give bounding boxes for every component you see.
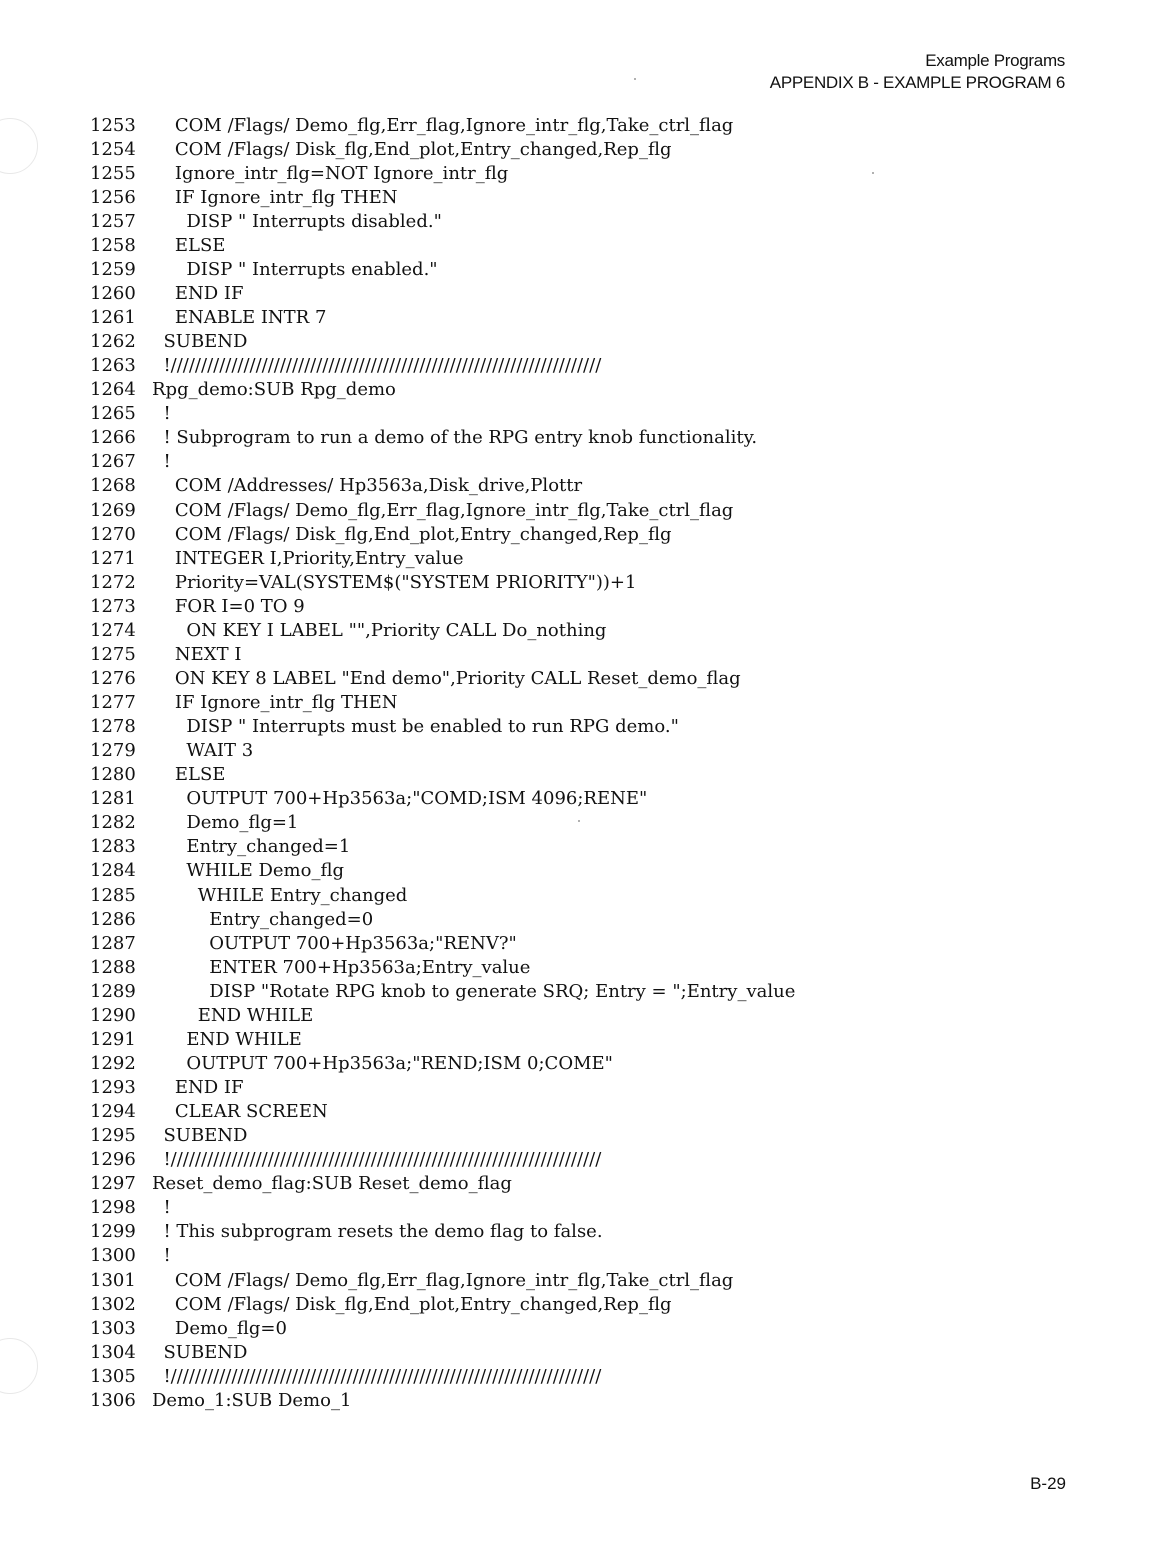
- line-number: 1280: [90, 764, 136, 786]
- code-line: [90, 1172, 1090, 1196]
- code-line: [90, 402, 1090, 426]
- line-number: 1277: [90, 692, 136, 714]
- line-number: 1279: [90, 740, 136, 762]
- code-line: [90, 113, 1090, 137]
- code-line: [90, 450, 1090, 474]
- code-line: [90, 715, 1090, 739]
- code-text: CLEAR SCREEN: [152, 1101, 328, 1123]
- code-text: COM /Flags/ Demo_flg,Err_flag,Ignore_intr_flg,Take_ctrl_flag: [152, 114, 734, 136]
- code-text: ! Subprogram to run a demo of the RPG entry knob functionality.: [152, 427, 758, 449]
- line-number: 1253: [90, 114, 136, 136]
- line-number: 1275: [90, 643, 136, 665]
- line-number: 1296: [90, 1149, 136, 1171]
- line-number: 1255: [90, 162, 136, 184]
- code-text: COM /Flags/ Disk_flg,End_plot,Entry_changed,Rep_flg: [152, 523, 672, 545]
- code-line: [90, 378, 1090, 402]
- header-appendix-title: APPENDIX B - EXAMPLE PROGRAM 6: [769, 73, 1065, 92]
- line-number: 1303: [90, 1317, 136, 1339]
- line-number: 1281: [90, 788, 136, 810]
- code-text: ELSE: [152, 234, 226, 256]
- code-line: [90, 955, 1090, 979]
- code-text: COM /Flags/ Demo_flg,Err_flag,Ignore_intr_flg,Take_ctrl_flag: [152, 499, 734, 521]
- code-line: [90, 354, 1090, 378]
- code-line: [90, 1027, 1090, 1051]
- code-line: [90, 1003, 1090, 1027]
- code-text: IF Ignore_intr_flg THEN: [152, 186, 398, 208]
- code-text: !: [152, 451, 171, 473]
- punch-hole-bottom: [0, 1338, 38, 1394]
- line-number: 1271: [90, 547, 136, 569]
- line-number: 1302: [90, 1293, 136, 1315]
- line-number: 1287: [90, 932, 136, 954]
- line-number: 1260: [90, 282, 136, 304]
- code-text: FOR I=0 TO 9: [152, 595, 305, 617]
- line-number: 1263: [90, 355, 136, 377]
- line-number: 1282: [90, 812, 136, 834]
- code-text: Ignore_intr_flg=NOT Ignore_intr_flg: [152, 162, 509, 184]
- line-number: 1284: [90, 860, 136, 882]
- code-text: Reset_demo_flag:SUB Reset_demo_flag: [152, 1173, 512, 1195]
- code-line: [90, 1244, 1090, 1268]
- code-line: [90, 330, 1090, 354]
- code-text: WHILE Entry_changed: [152, 884, 408, 906]
- code-line: [90, 257, 1090, 281]
- line-number: 1305: [90, 1365, 136, 1387]
- code-line: [90, 522, 1090, 546]
- code-text: ON KEY 8 LABEL "End demo",Priority CALL Reset_demo_flag: [152, 667, 741, 689]
- line-number: 1273: [90, 595, 136, 617]
- code-text: DISP "Rotate RPG knob to generate SRQ; Entry = ";Entry_value: [152, 980, 796, 1002]
- code-line: [90, 763, 1090, 787]
- code-text: !: [152, 403, 171, 425]
- line-number: 1266: [90, 427, 136, 449]
- code-line: [90, 233, 1090, 257]
- code-text: OUTPUT 700+Hp3563a;"RENV?": [152, 932, 517, 954]
- code-line: [90, 1124, 1090, 1148]
- code-text: !: [152, 1245, 171, 1267]
- line-number: 1301: [90, 1269, 136, 1291]
- code-line: [90, 1051, 1090, 1075]
- code-text: Priority=VAL(SYSTEM$("SYSTEM PRIORITY"))+1: [152, 571, 637, 593]
- code-line: [90, 1268, 1090, 1292]
- code-line: [90, 474, 1090, 498]
- code-text: OUTPUT 700+Hp3563a;"COMD;ISM 4096;RENE": [152, 788, 648, 810]
- code-text: Demo_flg=0: [152, 1317, 287, 1339]
- line-number: 1283: [90, 836, 136, 858]
- line-number: 1257: [90, 210, 136, 232]
- code-text: ON KEY I LABEL "",Priority CALL Do_nothing: [152, 619, 607, 641]
- code-line: [90, 281, 1090, 305]
- code-text: INTEGER I,Priority,Entry_value: [152, 547, 464, 569]
- code-text: ELSE: [152, 764, 226, 786]
- code-line: [90, 546, 1090, 570]
- code-line: [90, 306, 1090, 330]
- line-number: 1256: [90, 186, 136, 208]
- line-number: 1294: [90, 1101, 136, 1123]
- line-number: 1292: [90, 1052, 136, 1074]
- code-line: [90, 1148, 1090, 1172]
- code-text: !///////////////////////////////////////////////////////////////////////: [152, 1365, 602, 1387]
- line-number: 1261: [90, 307, 136, 329]
- code-line: [90, 691, 1090, 715]
- code-line: [90, 161, 1090, 185]
- code-line: [90, 209, 1090, 233]
- code-line: [90, 185, 1090, 209]
- line-number: 1285: [90, 884, 136, 906]
- code-line: [90, 1292, 1090, 1316]
- line-number: 1270: [90, 523, 136, 545]
- code-text: END IF: [152, 1077, 244, 1099]
- code-text: END WHILE: [152, 1028, 302, 1050]
- code-text: Demo_1:SUB Demo_1: [152, 1389, 352, 1411]
- code-line: [90, 787, 1090, 811]
- line-number: 1272: [90, 571, 136, 593]
- code-text: WAIT 3: [152, 740, 254, 762]
- code-line: [90, 1100, 1090, 1124]
- line-number: 1278: [90, 716, 136, 738]
- line-number: 1295: [90, 1125, 136, 1147]
- code-text: IF Ignore_intr_flg THEN: [152, 692, 398, 714]
- code-text: OUTPUT 700+Hp3563a;"REND;ISM 0;COME": [152, 1052, 613, 1074]
- code-line: [90, 1196, 1090, 1220]
- line-number: 1289: [90, 980, 136, 1002]
- code-text: DISP " Interrupts enabled.": [152, 258, 438, 280]
- code-line: [90, 739, 1090, 763]
- code-line: [90, 1340, 1090, 1364]
- code-line: [90, 642, 1090, 666]
- code-line: [90, 570, 1090, 594]
- code-text: SUBEND: [152, 331, 248, 353]
- line-number: 1258: [90, 234, 136, 256]
- code-line: [90, 1076, 1090, 1100]
- code-line: [90, 1316, 1090, 1340]
- line-number: 1269: [90, 499, 136, 521]
- code-line: [90, 1364, 1090, 1388]
- code-text: Entry_changed=1: [152, 836, 351, 858]
- line-number: 1286: [90, 908, 136, 930]
- code-text: ! This subprogram resets the demo flag to false.: [152, 1221, 603, 1243]
- code-text: END IF: [152, 282, 244, 304]
- code-text: COM /Flags/ Demo_flg,Err_flag,Ignore_intr_flg,Take_ctrl_flag: [152, 1269, 734, 1291]
- code-line: [90, 859, 1090, 883]
- code-text: Rpg_demo:SUB Rpg_demo: [152, 379, 396, 401]
- line-number: 1304: [90, 1341, 136, 1363]
- line-number: 1265: [90, 403, 136, 425]
- code-line: [90, 666, 1090, 690]
- code-text: END WHILE: [152, 1004, 314, 1026]
- program-listing: [90, 113, 1090, 1412]
- line-number: 1293: [90, 1077, 136, 1099]
- code-line: [90, 137, 1090, 161]
- line-number: 1299: [90, 1221, 136, 1243]
- code-line: [90, 835, 1090, 859]
- scan-speck: [634, 78, 636, 80]
- code-line: [90, 1220, 1090, 1244]
- code-text: COM /Addresses/ Hp3563a,Disk_drive,Plottr: [152, 475, 583, 497]
- code-text: NEXT I: [152, 643, 242, 665]
- line-number: 1262: [90, 331, 136, 353]
- code-line: [90, 426, 1090, 450]
- punch-hole-top: [0, 118, 38, 174]
- line-number: 1288: [90, 956, 136, 978]
- line-number: 1264: [90, 379, 136, 401]
- line-number: 1306: [90, 1389, 136, 1411]
- line-number: 1298: [90, 1197, 136, 1219]
- code-line: [90, 907, 1090, 931]
- code-text: DISP " Interrupts must be enabled to run RPG demo.": [152, 716, 679, 738]
- code-text: Entry_changed=0: [152, 908, 374, 930]
- code-line: [90, 594, 1090, 618]
- code-text: COM /Flags/ Disk_flg,End_plot,Entry_changed,Rep_flg: [152, 138, 672, 160]
- code-text: WHILE Demo_flg: [152, 860, 344, 882]
- code-text: Demo_flg=1: [152, 812, 299, 834]
- line-number: 1254: [90, 138, 136, 160]
- line-number: 1274: [90, 619, 136, 641]
- code-line: [90, 811, 1090, 835]
- running-header: [770, 50, 1065, 94]
- line-number: 1276: [90, 667, 136, 689]
- code-text: SUBEND: [152, 1125, 248, 1147]
- line-number: 1259: [90, 258, 136, 280]
- code-text: !: [152, 1197, 171, 1219]
- code-text: DISP " Interrupts disabled.": [152, 210, 442, 232]
- code-text: COM /Flags/ Disk_flg,End_plot,Entry_changed,Rep_flg: [152, 1293, 672, 1315]
- code-text: !///////////////////////////////////////////////////////////////////////: [152, 1149, 602, 1171]
- code-text: ENABLE INTR 7: [152, 307, 327, 329]
- code-line: [90, 618, 1090, 642]
- code-line: [90, 498, 1090, 522]
- code-text: ENTER 700+Hp3563a;Entry_value: [152, 956, 531, 978]
- code-text: SUBEND: [152, 1341, 248, 1363]
- line-number: 1300: [90, 1245, 136, 1267]
- code-line: [90, 979, 1090, 1003]
- code-line: [90, 1388, 1090, 1412]
- code-line: [90, 883, 1090, 907]
- line-number: 1267: [90, 451, 136, 473]
- code-line: [90, 931, 1090, 955]
- line-number: 1268: [90, 475, 136, 497]
- code-text: !///////////////////////////////////////////////////////////////////////: [152, 355, 602, 377]
- line-number: 1290: [90, 1004, 136, 1026]
- page-number: B-29: [1030, 1474, 1066, 1493]
- line-number: 1291: [90, 1028, 136, 1050]
- header-section-title: Example Programs: [925, 51, 1065, 70]
- line-number: 1297: [90, 1173, 136, 1195]
